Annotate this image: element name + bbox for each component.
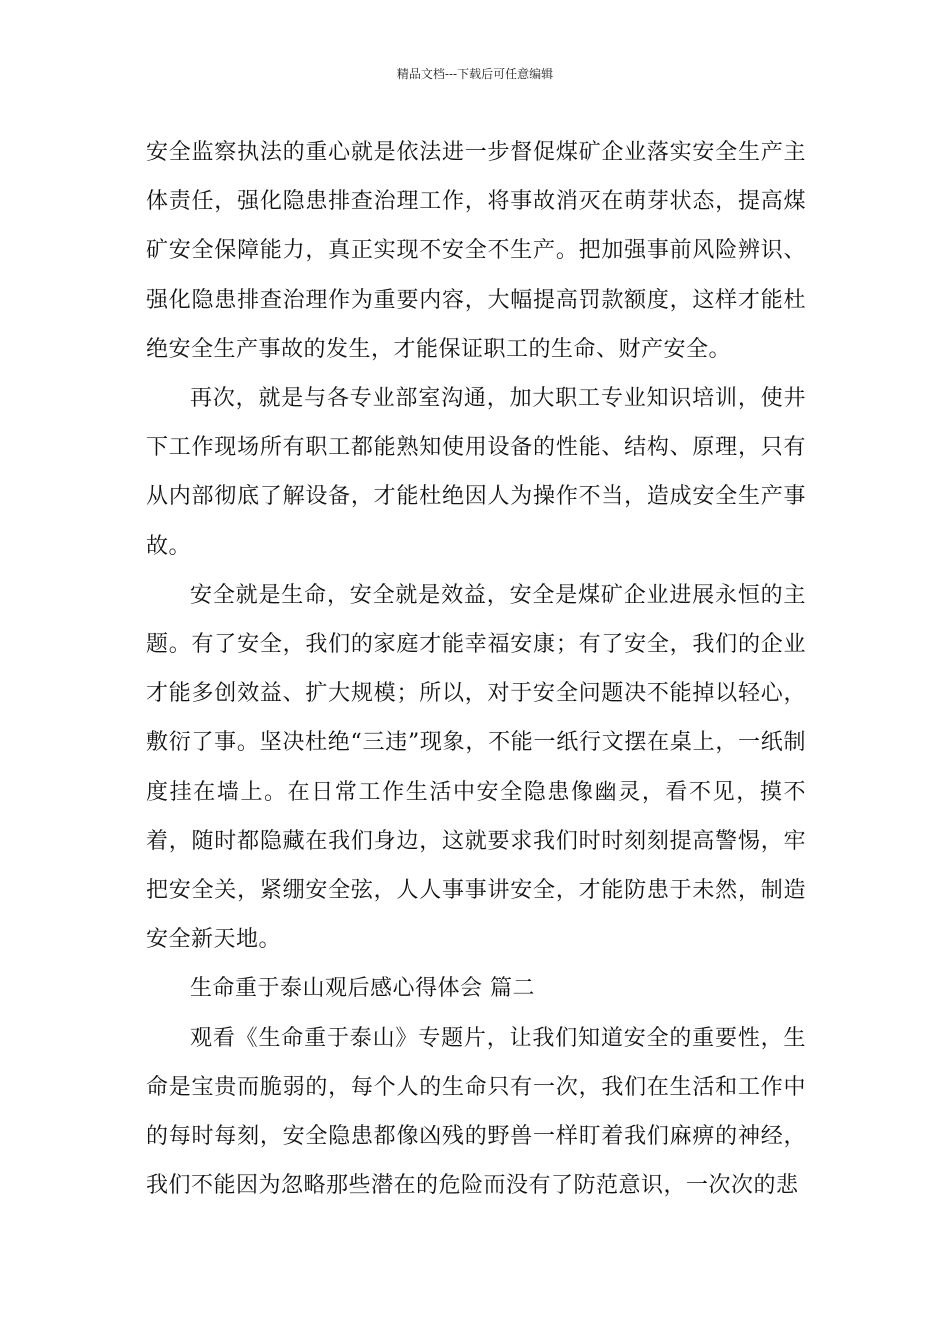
- paragraph-2: 再次，就是与各专业部室沟通，加大职工专业知识培训，使井下工作现场所有职工都能熟知使用设备的性能、结构、原理，只有从内部彻底了解设备，才能杜绝因人为操作不当，造成安全生产事故。: [146, 386, 806, 559]
- paragraph-3: 安全就是生命，安全就是效益，安全是煤矿企业进展永恒的主题。有了安全，我们的家庭才能幸福安康；有了安全，我们的企业才能多创效益、扩大规模；所以，对于安全问题决不能掉以轻心，敷衍了事。坚决杜绝“三违”现象，不能一纸行文摆在桌上，一纸制度挂在墙上。在日常工作生活中安全隐患像幽灵，看不见，摸不着，随时都隐藏在我们身边，这就要求我们时时刻刻提高警惕，牢把安全关，紧绷安全弦，人人事事讲安全，才能防患于未然，制造安全新天地。: [146, 582, 806, 953]
- document-body: [146, 128, 806, 1210]
- paragraph-1: 安全监察执法的重心就是依法进一步督促煤矿企业落实安全生产主体责任，强化隐患排查治理工作，将事故消灭在萌芽状态，提高煤矿安全保障能力，真正实现不安全不生产。把加强事前风险辨识、强化隐患排查治理作为重要内容，大幅提高罚款额度，这样才能杜绝安全生产事故的发生，才能保证职工的生命、财产安全。: [146, 140, 806, 362]
- page-header: 精品文档---下载后可任意编辑: [396, 67, 554, 81]
- paragraph-5: 观看《生命重于泰山》专题片，让我们知道安全的重要性，生命是宝贵而脆弱的，每个人的生命只有一次，我们在生活和工作中的每时每刻，安全隐患都像凶残的野兽一样盯着我们麻痹的神经，我们不能因为忽略那些潜在的危险而没有了防范意识，一次次的悲: [146, 1025, 806, 1199]
- section-heading: 生命重于泰山观后感心得体会 篇二: [190, 976, 535, 1002]
